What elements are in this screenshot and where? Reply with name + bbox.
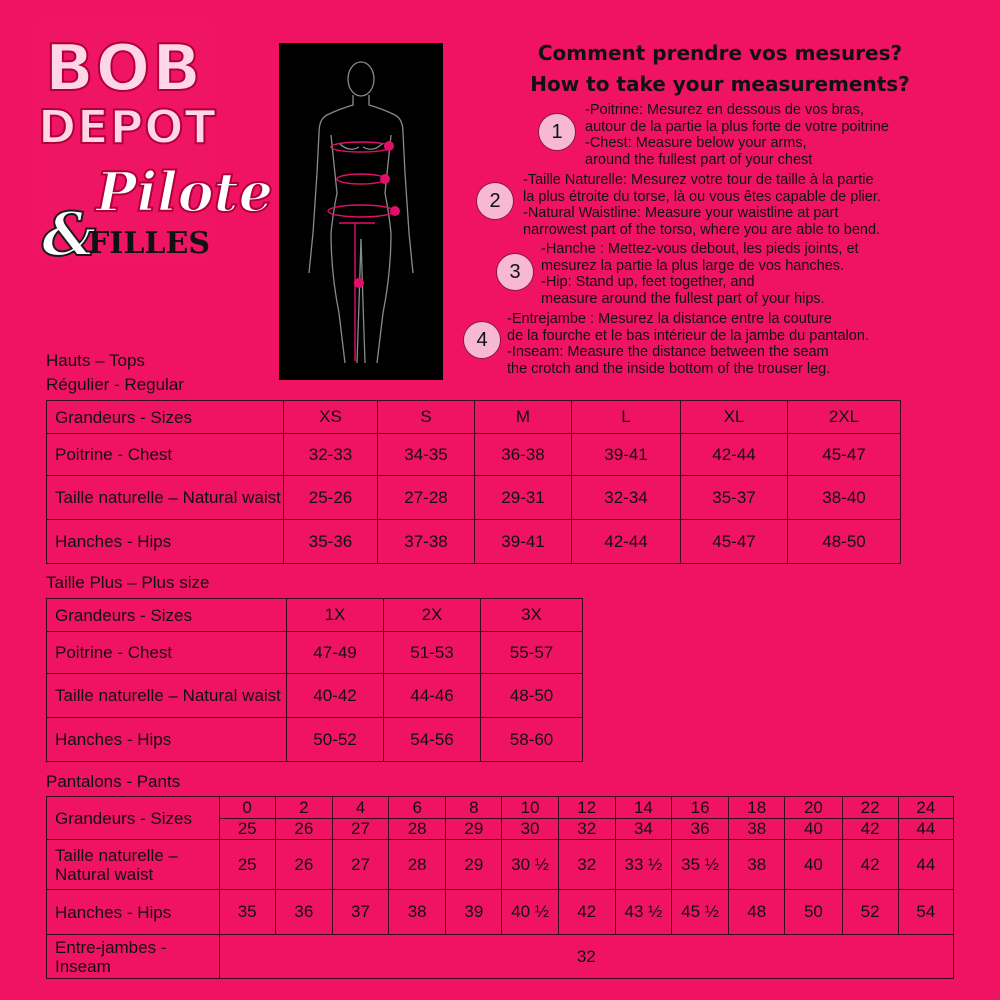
size-cell: 44 (898, 819, 953, 840)
table-cell: 27 (332, 840, 388, 890)
row-label: Poitrine - Chest (47, 434, 284, 476)
table-cell: 38-40 (788, 476, 901, 520)
table-cell: 37 (332, 890, 388, 935)
table-cell: 58-60 (481, 718, 583, 762)
table-cell: 45 ½ (671, 890, 728, 935)
size-cell: 38 (729, 819, 785, 840)
table-cell: 50-52 (287, 718, 384, 762)
table-cell: 25-26 (284, 476, 378, 520)
body-outline-icon (279, 43, 443, 380)
table-header-cell: 1X (287, 599, 384, 632)
size-cell: 42 (842, 819, 898, 840)
table-header-cell: 3X (481, 599, 583, 632)
table-cell: 42-44 (572, 520, 681, 564)
table-row (47, 718, 583, 762)
table-cell: 25 (219, 840, 275, 890)
section-label-pants: Pantalons - Pants (46, 772, 181, 791)
table-cell: 40-42 (287, 674, 384, 718)
step-number-3: 3 (496, 253, 534, 291)
step-number-1: 1 (538, 113, 576, 151)
table-cell: 48-50 (481, 674, 583, 718)
size-cell: 18 (729, 797, 785, 819)
table-cell: 44-46 (384, 674, 481, 718)
row-label: Hanches - Hips (47, 890, 220, 935)
table-cell: 48-50 (788, 520, 901, 564)
table-cell: 32 (558, 840, 615, 890)
size-cell: 10 (502, 797, 558, 819)
instruction-hip: -Hanche : Mettez-vous debout, les pieds joints, et mesurez la partie la plus large de vos hanches. -Hip: Stand up, feet together, and measure around the fullest part of your hips. (541, 241, 859, 307)
table-cell: 29-31 (475, 476, 572, 520)
table-cell: 38 (389, 890, 446, 935)
table-cell: 50 (785, 890, 842, 935)
section-label-plus-size: Taille Plus – Plus size (46, 573, 210, 592)
table-cell: 42-44 (681, 434, 788, 476)
table-cell: 30 ½ (502, 840, 558, 890)
row-label: Hanches - Hips (47, 718, 287, 762)
table-cell: 28 (389, 840, 446, 890)
table-row (47, 674, 583, 718)
step-number-4: 4 (463, 321, 501, 359)
table-header-cell: XS (284, 401, 378, 434)
size-cell: 24 (898, 797, 953, 819)
table-header-cell: Grandeurs - Sizes (47, 797, 220, 840)
table-row (47, 935, 954, 979)
tops-size-table (46, 400, 901, 564)
table-cell: 32-33 (284, 434, 378, 476)
size-cell: 32 (558, 819, 615, 840)
table-cell: 32-34 (572, 476, 681, 520)
row-label: Taille naturelle – Natural waist (47, 476, 284, 520)
size-cell: 12 (558, 797, 615, 819)
table-cell: 52 (842, 890, 898, 935)
logo-text-filles: FILLES (88, 226, 211, 261)
instruction-waist: -Taille Naturelle: Mesurez votre tour de taille à la partie la plus étroite du torse, là ou vous êtes capable de plier. -Natural Waistline: Measure your waistline at part narrowest part of the torso, where you are able to bend. (523, 172, 881, 238)
table-row (47, 434, 901, 476)
size-cell: 36 (671, 819, 728, 840)
row-label: Hanches - Hips (47, 520, 284, 564)
size-cell: 6 (389, 797, 446, 819)
table-cell: 45-47 (681, 520, 788, 564)
table-cell: 34-35 (378, 434, 475, 476)
table-cell: 27-28 (378, 476, 475, 520)
table-header-cell: Grandeurs - Sizes (47, 401, 284, 434)
size-cell: 14 (615, 797, 671, 819)
table-cell: 42 (558, 890, 615, 935)
size-cell: 26 (275, 819, 332, 840)
size-cell: 16 (671, 797, 728, 819)
row-label: Poitrine - Chest (47, 632, 287, 674)
size-cell: 2 (275, 797, 332, 819)
logo-text-pilote: Pilote (96, 160, 273, 224)
table-cell: 26 (275, 840, 332, 890)
table-cell: 39-41 (475, 520, 572, 564)
table-row (47, 840, 954, 890)
table-cell: 35-36 (284, 520, 378, 564)
section-label-tops: Hauts – Tops (46, 351, 145, 370)
table-row (47, 476, 901, 520)
table-cell: 51-53 (384, 632, 481, 674)
table-row (47, 520, 901, 564)
table-cell: 35-37 (681, 476, 788, 520)
table-cell: 33 ½ (615, 840, 671, 890)
size-cell: 28 (389, 819, 446, 840)
table-cell: 54-56 (384, 718, 481, 762)
heading-french: Comment prendre vos mesures? (537, 41, 903, 65)
table-cell: 54 (898, 890, 953, 935)
body-measurement-figure (279, 43, 443, 380)
table-cell: 40 (785, 840, 842, 890)
step-number-2: 2 (476, 182, 514, 220)
brand-logo (38, 22, 273, 270)
table-header-cell: 2XL (788, 401, 901, 434)
table-cell: 32 (219, 935, 953, 979)
table-cell: 39 (446, 890, 502, 935)
table-cell: 43 ½ (615, 890, 671, 935)
table-header-row (47, 797, 954, 819)
instruction-inseam: -Entrejambe : Mesurez la distance entre la couture de la fourche et le bas intérieur de la jambe du pantalon. -Inseam: Measure the distance between the seam the crotch and the inside bottom of the trouser leg. (507, 311, 869, 377)
table-cell: 37-38 (378, 520, 475, 564)
size-cell: 29 (446, 819, 502, 840)
size-cell: 27 (332, 819, 388, 840)
table-cell: 36-38 (475, 434, 572, 476)
table-cell: 35 ½ (671, 840, 728, 890)
size-cell: 8 (446, 797, 502, 819)
logo-text-ampersand: & (42, 200, 97, 270)
size-cell: 0 (219, 797, 275, 819)
table-cell: 45-47 (788, 434, 901, 476)
size-cell: 4 (332, 797, 388, 819)
size-cell: 25 (219, 819, 275, 840)
table-header-cell: M (475, 401, 572, 434)
instruction-chest: -Poitrine: Mesurez en dessous de vos bras, autour de la partie la plus forte de votre poitrine -Chest: Measure below your arms, around the fullest part of your chest (585, 102, 889, 168)
table-cell: 39-41 (572, 434, 681, 476)
table-cell: 38 (729, 840, 785, 890)
table-cell: 47-49 (287, 632, 384, 674)
size-cell: 30 (502, 819, 558, 840)
logo-text-bob: BOB (45, 32, 203, 106)
row-label: Taille naturelle – Natural waist (47, 840, 220, 890)
table-cell: 29 (446, 840, 502, 890)
heading-english: How to take your measurements? (530, 72, 910, 96)
table-row (47, 890, 954, 935)
table-cell: 55-57 (481, 632, 583, 674)
size-cell: 40 (785, 819, 842, 840)
logo-text-depot: DEPOT (38, 100, 217, 154)
table-header-cell: S (378, 401, 475, 434)
table-header-cell: L (572, 401, 681, 434)
table-cell: 44 (898, 840, 953, 890)
table-cell: 35 (219, 890, 275, 935)
pants-size-table (46, 796, 954, 979)
section-label-regular: Régulier - Regular (46, 375, 184, 394)
table-header-cell: XL (681, 401, 788, 434)
table-cell: 42 (842, 840, 898, 890)
table-header-row (47, 401, 901, 434)
row-label: Taille naturelle – Natural waist (47, 674, 287, 718)
plus-size-table (46, 598, 583, 762)
size-cell: 20 (785, 797, 842, 819)
table-header-cell: 2X (384, 599, 481, 632)
size-cell: 34 (615, 819, 671, 840)
table-cell: 48 (729, 890, 785, 935)
row-label: Entre-jambes - Inseam (47, 935, 220, 979)
size-cell: 22 (842, 797, 898, 819)
table-header-cell: Grandeurs - Sizes (47, 599, 287, 632)
table-header-row (47, 599, 583, 632)
table-cell: 36 (275, 890, 332, 935)
table-cell: 40 ½ (502, 890, 558, 935)
table-row (47, 632, 583, 674)
